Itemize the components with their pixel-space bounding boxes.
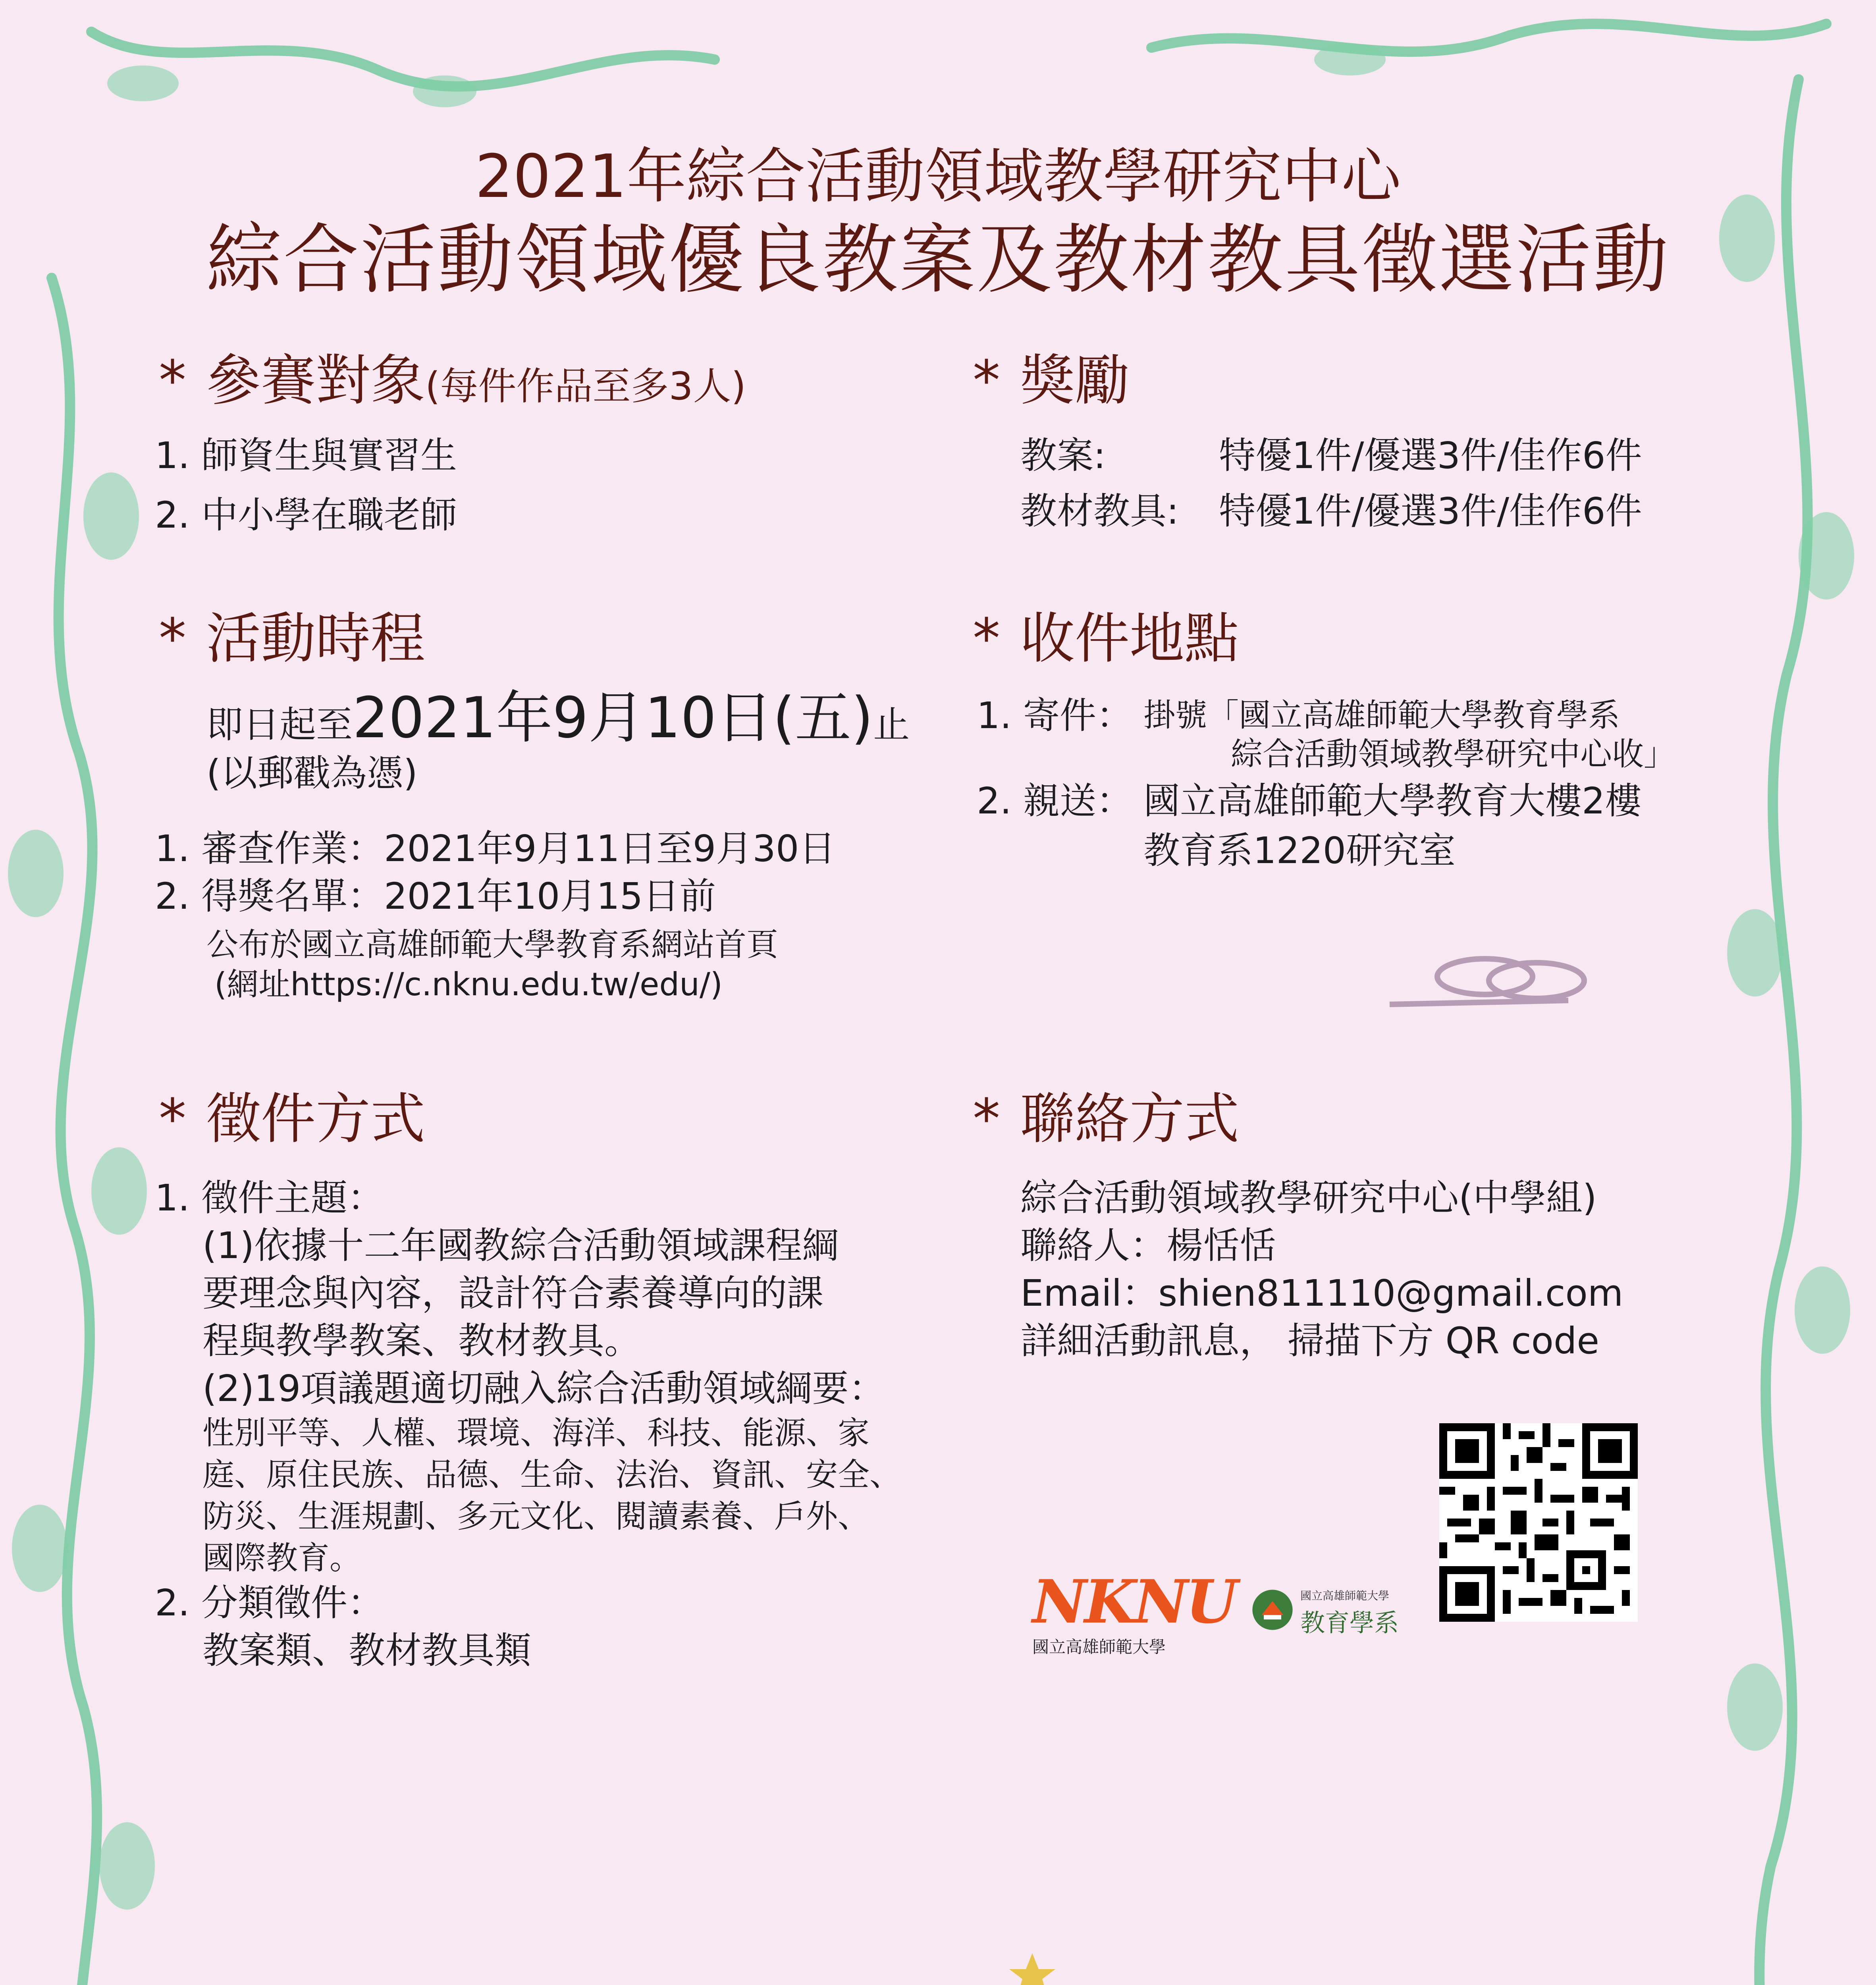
title-line-2: 綜合活動領域優良教案及教材教具徵選活動 (206, 216, 1670, 304)
schedule-note-2: (網址https://c.nknu.edu.tw/edu/) (214, 966, 723, 1003)
heading-star-icon: * (159, 349, 186, 412)
education-dept-emblem-icon (1251, 1588, 1294, 1632)
deliver-line-1: 國立高雄師範大學教育大樓2樓 (1143, 780, 1642, 822)
method-p2-head: (2)19項議題適切融入綜合活動領域綱要： (202, 1367, 885, 1410)
submission-heading: * 收件地點 (973, 607, 1240, 671)
education-dept-name: 教育學系 (1300, 1608, 1399, 1637)
heading-star-icon: * (973, 607, 1000, 671)
method-p1-line-1: (1)依據十二年國教綜合活動領域課程綱 (202, 1224, 839, 1267)
nknu-logo (1032, 1567, 1236, 1658)
eligibility-item-1: 1. 師資生與實習生 (155, 434, 457, 477)
schedule-postmark: (以郵戳為憑) (206, 752, 418, 794)
heading-star-icon: * (973, 349, 1000, 412)
contact-heading: * 聯絡方式 (973, 1087, 1240, 1151)
nknu-logo-mark: NKNU (1032, 1567, 1236, 1637)
contact-line-4: 詳細活動訊息， 掃描下方 QR code (1020, 1320, 1599, 1362)
contact-line-2: 聯絡人：楊恬恬 (1020, 1224, 1276, 1267)
mail-label: 1. 寄件： (977, 694, 1133, 737)
contact-line-1: 綜合活動領域教學研究中心(中學組) (1020, 1177, 1597, 1219)
garden-illustration (0, 1846, 1876, 1985)
heading-star-icon: * (159, 607, 186, 671)
method-heading: * 徵件方式 (159, 1087, 426, 1151)
deliver-line-2: 教育系1220研究室 (1143, 829, 1456, 872)
awards-label-materials: 教材教具: (1020, 490, 1179, 532)
mail-line-2: 綜合活動領域教學研究中心收」 (1231, 736, 1675, 773)
eligibility-item-2: 2. 中小學在職老師 (155, 494, 457, 536)
heading-star-icon: * (159, 1087, 186, 1151)
method-p2-line-3: 防災、生涯規劃、多元文化、閱讀素養、戶外、 (202, 1498, 870, 1535)
awards-value-lesson: 特優1件/優選3件/佳作6件 (1219, 434, 1642, 477)
awards-heading: * 獎勵 (973, 349, 1130, 412)
awards-value-materials: 特優1件/優選3件/佳作6件 (1219, 490, 1642, 532)
qr-code-icon[interactable] (1439, 1423, 1638, 1622)
awards-label-lesson: 教案: (1020, 434, 1106, 477)
schedule-note-1: 公布於國立高雄師範大學教育系網站首頁 (206, 926, 778, 963)
schedule-heading: * 活動時程 (159, 607, 426, 671)
method-p2-line-4: 國際教育。 (202, 1540, 361, 1576)
method-item-2-value: 教案類、教材教具類 (202, 1629, 532, 1672)
heading-star-icon: * (973, 1087, 1000, 1151)
deadline-date: 2021年9月10日(五) (353, 685, 873, 751)
deliver-label: 2. 親送： (977, 780, 1133, 822)
method-p1-line-3: 程與教學教案、教材教具。 (202, 1320, 641, 1362)
method-item-2-label: 2. 分類徵件： (155, 1582, 384, 1624)
method-item-1-label: 1. 徵件主題： (155, 1177, 384, 1219)
schedule-item-1: 1. 審查作業：2021年9月11日至9月30日 (155, 827, 836, 870)
education-dept-small: 國立高雄師範大學 (1300, 1589, 1390, 1602)
mail-line-1: 掛號「國立高雄師範大學教育學系 (1143, 697, 1620, 734)
nknu-logo-name: 國立高雄師範大學 (1032, 1637, 1166, 1657)
eligibility-heading: * 參賽對象(每件作品至多3人) (159, 349, 746, 412)
title-line-1: 2021年綜合活動領域教學研究中心 (475, 142, 1401, 211)
method-p2-line-1: 性別平等、人權、環境、海洋、科技、能源、家 (202, 1415, 870, 1451)
schedule-item-2: 2. 得獎名單：2021年10月15日前 (155, 875, 716, 917)
method-p1-line-2: 要理念與內容，設計符合素養導向的課 (202, 1272, 824, 1314)
schedule-deadline: 即日起至2021年9月10日(五)止 (206, 685, 910, 751)
method-p2-line-2: 庭、原住民族、品德、生命、法治、資訊、安全、 (202, 1456, 901, 1493)
contact-line-3: Email：shien811110@gmail.com (1020, 1272, 1623, 1314)
